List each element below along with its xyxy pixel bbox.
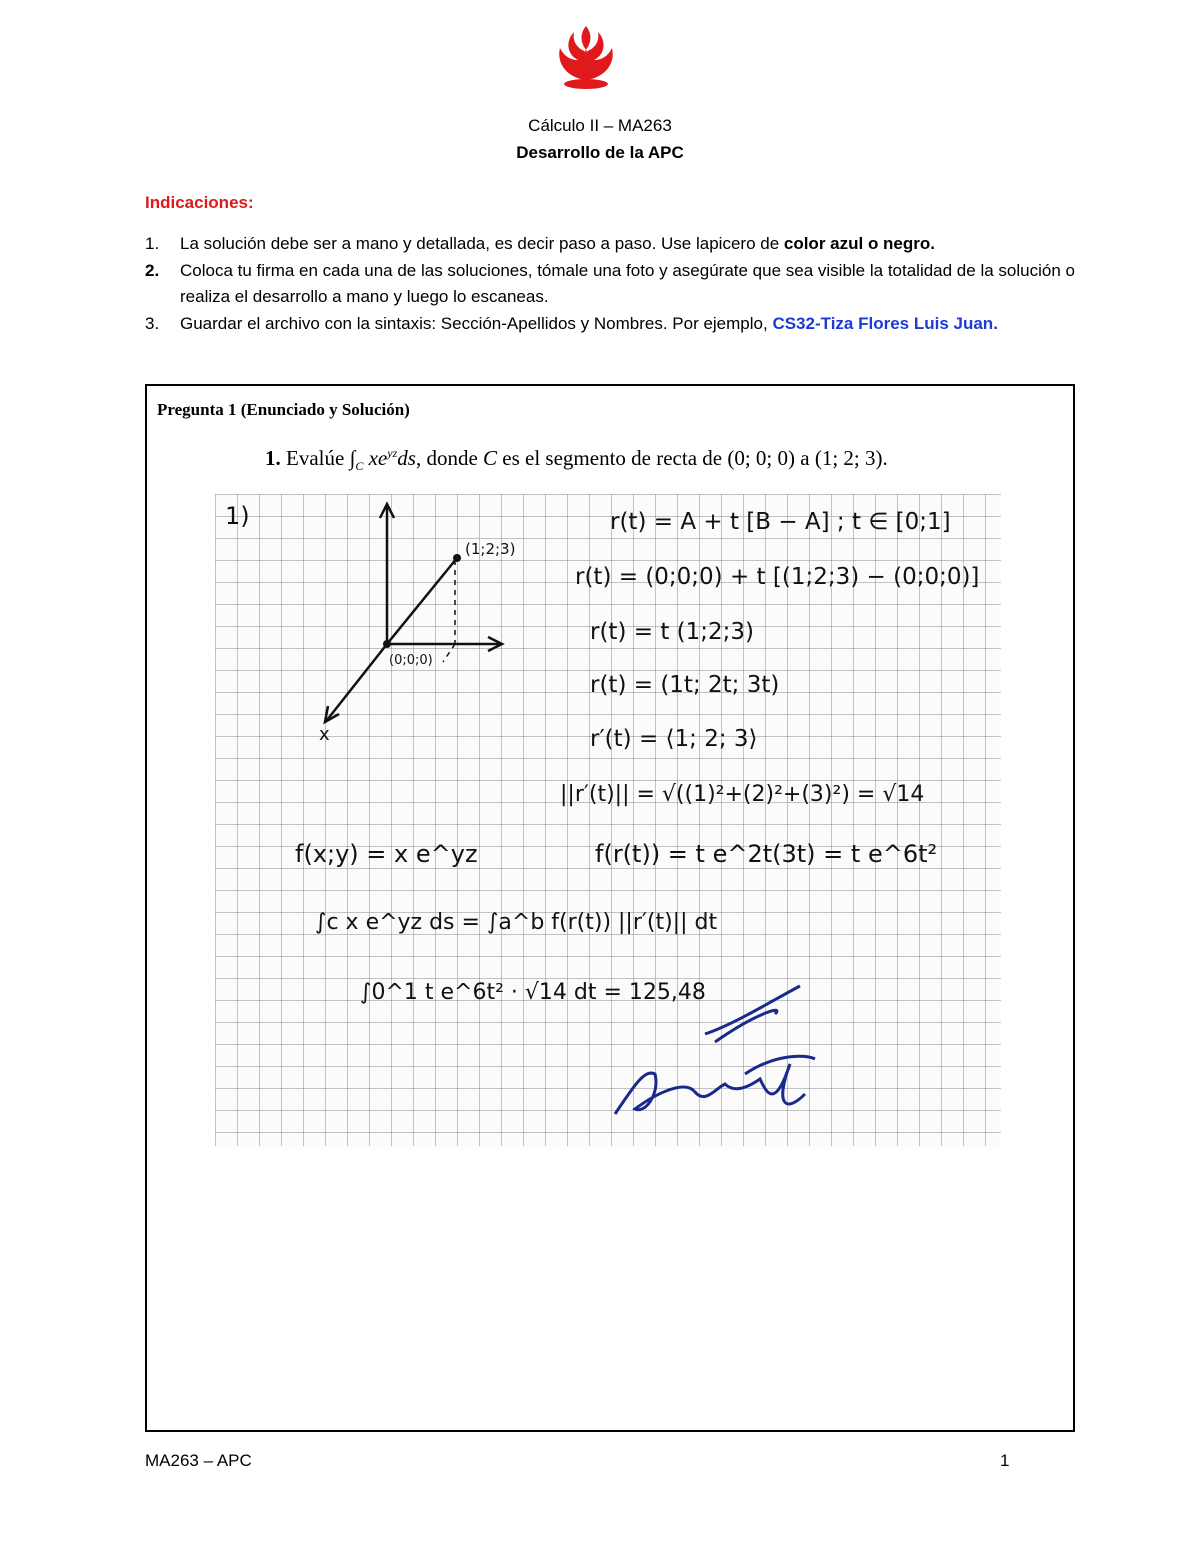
question-number: 1. — [265, 446, 281, 470]
equation-line: ||r′(t)|| = √((1)²+(2)²+(3)²) = √14 — [560, 782, 925, 807]
x-axis-label: x — [319, 724, 330, 745]
equation-line: ∫0^1 t e^6t² · √14 dt = 125,48 — [360, 980, 706, 1005]
handwritten-solution — [215, 494, 1001, 1146]
equation-line: r(t) = t (1;2;3) — [590, 619, 754, 645]
origin-label: (0;0;0) — [389, 653, 433, 668]
equation-line: ∫c x e^yz ds = ∫a^b f(r(t)) ||r′(t)|| dt — [315, 910, 718, 935]
instruction-text: Coloca tu firma en cada una de las soluciones, tómale una foto y asegúrate que sea visible la totalidad de la solución o realiza el desarrollo a mano y luego lo escaneas. — [180, 261, 1075, 306]
equation-line: r(t) = (1t; 2t; 3t) — [590, 672, 780, 698]
statement-text: Evalúe — [286, 446, 345, 470]
end-point-dot — [453, 554, 461, 562]
instruction-item-2 — [145, 258, 1075, 310]
filename-example: CS32-Tiza Flores Luis Juan. — [772, 314, 998, 333]
ds: ds — [397, 446, 416, 470]
origin-dot — [383, 640, 391, 648]
instruction-text: Guardar el archivo con la sintaxis: Sección-Apellidos y Nombres. Por ejemplo, — [180, 314, 773, 333]
instruction-number: 3. — [145, 314, 160, 333]
equation-line: f(x;y) = x e^yz — [295, 840, 478, 868]
statement-text: , donde — [415, 446, 478, 470]
equation-line: r(t) = (0;0;0) + t [(1;2;3) − (0;0;0)] — [575, 564, 980, 590]
document-subtitle: Desarrollo de la APC — [516, 143, 684, 162]
instruction-number: 1. — [145, 234, 160, 253]
end-point-label: (1;2;3) — [465, 540, 516, 558]
exponent: yz — [387, 446, 398, 460]
solution-label: 1) — [225, 502, 250, 530]
upc-logo — [548, 22, 624, 92]
instruction-item-3 — [145, 311, 1075, 337]
integral-symbol: $\int_C$ — [349, 446, 364, 474]
equation-line: r′(t) = ⟨1; 2; 3⟩ — [590, 726, 758, 752]
instruction-number: 2. — [145, 261, 160, 280]
question-statement — [265, 446, 888, 474]
instruction-emphasis: color azul o negro. — [783, 234, 935, 253]
question-box — [145, 384, 1075, 1432]
page-number: 1 — [1000, 1451, 1010, 1470]
instructions-heading: Indicaciones: — [145, 193, 254, 212]
equation-line: r(t) = A + t [B − A] ; t ∈ [0;1] — [610, 509, 951, 535]
instruction-item-1 — [145, 231, 1075, 257]
question-heading: Pregunta 1 (Enunciado y Solución) — [157, 400, 410, 419]
course-title: Cálculo II – MA263 — [528, 116, 672, 135]
curve-name: C — [483, 446, 498, 470]
instruction-text: La solución debe ser a mano y detallada, es decir paso a paso. Use lapicero de — [180, 234, 784, 253]
equation-line: f(r(t)) = t e^2t(3t) = t e^6t² — [595, 840, 938, 868]
statement-text: es el segmento de recta de (0; 0; 0) a (1; 2; 3). — [502, 446, 888, 470]
footer-course: MA263 – APC — [145, 1451, 252, 1470]
integrand: xe — [368, 446, 388, 470]
